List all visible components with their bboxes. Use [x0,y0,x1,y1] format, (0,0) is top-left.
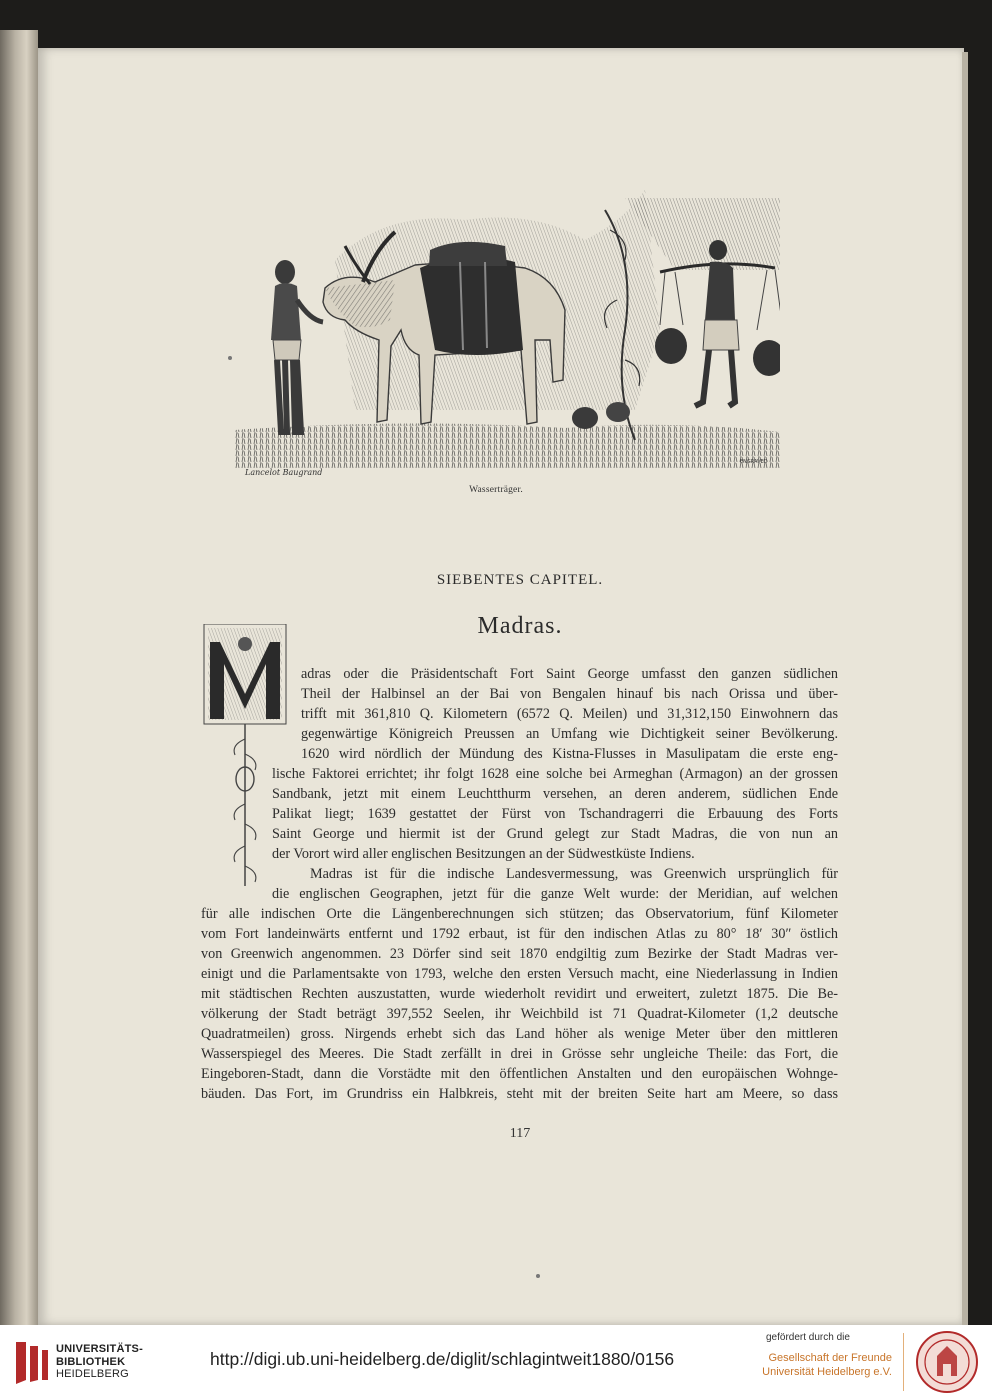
text-line: Wasserspiegel des Meeres. Die Stadt zerfällt in drei in Grösse sehr ungleiche Theile: das Fort, die [201,1046,838,1062]
text-line: trifft mit 361,810 Q. Kilometern (6572 Q. Meilen) und 31,312,150 Einwohnern das [301,706,838,722]
chapter-heading: SIEBENTES CAPITEL. [436,572,604,588]
sponsor-line-1: Gesellschaft der Freunde [768,1352,892,1364]
text-line: Quadratmeilen) gross. Nirgends erhebt sich das Land höher als wenige Meter über den mittleren [201,1026,838,1042]
text-line: bäuden. Das Fort, im Grundriss ein Halbkreis, steht mit der breiten Seite hart am Meere, so dass [201,1086,838,1102]
text-line: adras oder die Präsidentschaft Fort Saint George umfasst den ganzen südlichen [301,666,838,682]
text-line: der Vorort wird aller englischen Besitzungen an der Südwestküste Indiens. [272,846,695,862]
text-line: völkerung der Stadt beträgt 397,552 Seelen, ihr Weichbild ist 71 Quadrat-Kilometer (1,2 deutsche [201,1006,838,1022]
chapter-title: Madras. [477,613,563,639]
speck [228,356,232,360]
text-line: Theil der Halbinsel an der Bai von Bengalen hinauf bis nach Orissa und über- [301,686,838,702]
text-line: Palikat liegt; 1639 gestattet der Fürst von Tschandragerri die Erbauung des Forts [272,806,838,822]
text-line: die englischen Geographen, jetzt für die ganze Welt wurde: der Meridian, auf welchen [272,886,838,902]
text-line: vom Fort landeinwärts entfernt und 1792 erbaut, ist für den indischen Atlas zu 80° 18′ 30″ östlich [201,926,838,942]
illustration-caption: Wasserträger. [469,485,523,495]
text-line: mit städtischen Rechten auszustatten, wurde wiederholt revidirt und erweitert, zuletzt 1875. Die Be- [201,986,838,1002]
text-line: Madras ist für die indische Landesvermessung, was Greenwich ursprünglich für [310,866,838,882]
text-line: Saint George und hiermit ist der Grund gelegt zur Stadt Madras, die von nun an [272,826,838,842]
water-carrier-engraving [205,150,780,480]
sponsor-name [752,1351,892,1379]
divider [903,1333,904,1391]
footer-bar [0,1325,992,1399]
artist-signature: Lancelot Baugrand [245,468,323,477]
library-line-3: HEIDELBERG [56,1368,129,1380]
text-line: 1620 wird nördlich der Mündung des Kistna-Flusses in Masulipatam die erste eng- [301,746,838,762]
university-seal-icon [915,1330,979,1394]
text-line: lische Faktorei errichtet; ihr folgt 1628 eine solche bei Armeghan (Armagon) an der grossen [272,766,838,782]
library-line-2: BIBLIOTHEK [56,1355,126,1368]
text-line: Sandbank, jetzt mit einem Leuchtthurm versehen, an deren anderem, südlichen Ende [272,786,838,802]
text-line: Eingeboren-Stadt, dann die Vorstädte mit den öffentlichen Anstalten und den europäischen Wohnge- [201,1066,838,1082]
permalink-url[interactable]: http://digi.ub.uni-heidelberg.de/diglit/schlagintweit1880/0156 [210,1349,675,1369]
text-line: einigt und die Parlamentsakte von 1793, welche den ersten Versuch macht, eine Niederlassung in Indien [201,966,838,982]
library-line-1: UNIVERSITÄTS- [56,1343,143,1355]
page-number: 117 [509,1126,531,1141]
library-name [56,1343,143,1381]
text-line: gegenwärtige Königreich Preussen an Umfang wie Dichtigkeit seiner Bevölkerung. [301,726,838,742]
speck [536,1274,540,1278]
text-line: von Greenwich angenommen. 23 Dörfer sind seit 1870 endgiltig zum Bezirke der Stadt Madras ver- [201,946,838,962]
text-line: für alle indischen Orte die Längenberechnungen sich stützen; das Observatorium, fünf Kilometer [201,906,838,922]
engraver-signature: ENGRAVED [740,459,768,465]
university-library-logo-icon [12,1340,52,1386]
sponsor-line-2: Universität Heidelberg e.V. [762,1366,892,1378]
support-label: gefördert durch die [766,1332,850,1343]
